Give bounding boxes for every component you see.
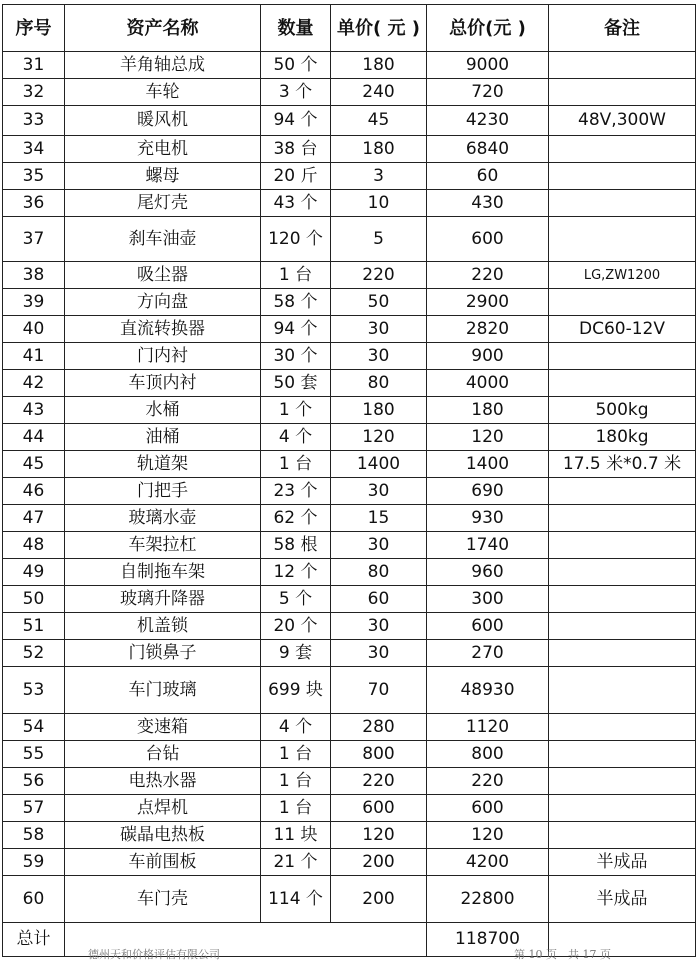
- cell-no: 31: [3, 52, 65, 79]
- cell-total: 6840: [427, 136, 549, 163]
- cell-qty: 1 台: [261, 451, 331, 478]
- cell-no: 58: [3, 822, 65, 849]
- cell-name: 车架拉杠: [65, 532, 261, 559]
- cell-total: 1740: [427, 532, 549, 559]
- cell-note: 500kg: [549, 397, 696, 424]
- cell-qty: 114 个: [261, 876, 331, 923]
- table-row: [3, 822, 696, 849]
- cell-total: 2900: [427, 289, 549, 316]
- cell-price: 280: [331, 714, 427, 741]
- cell-note: [549, 190, 696, 217]
- cell-qty: 50 套: [261, 370, 331, 397]
- cell-total: 4230: [427, 106, 549, 136]
- cell-no: 51: [3, 613, 65, 640]
- cell-qty: 9 套: [261, 640, 331, 667]
- cell-no: 56: [3, 768, 65, 795]
- cell-total: 270: [427, 640, 549, 667]
- cell-total: 2820: [427, 316, 549, 343]
- cell-note: 半成品: [549, 876, 696, 923]
- table-row: [3, 217, 696, 262]
- cell-no: 34: [3, 136, 65, 163]
- cell-note: [549, 478, 696, 505]
- table-row: [3, 370, 696, 397]
- cell-note: [549, 370, 696, 397]
- cell-no: 36: [3, 190, 65, 217]
- cell-no: 54: [3, 714, 65, 741]
- cell-price: 200: [331, 849, 427, 876]
- cell-price: 1400: [331, 451, 427, 478]
- cell-note: [549, 136, 696, 163]
- table-row: [3, 667, 696, 714]
- table-row: [3, 52, 696, 79]
- cell-total: 600: [427, 795, 549, 822]
- cell-name: 电热水器: [65, 768, 261, 795]
- cell-total: 48930: [427, 667, 549, 714]
- cell-qty: 38 台: [261, 136, 331, 163]
- cell-no: 52: [3, 640, 65, 667]
- cell-name: 吸尘器: [65, 262, 261, 289]
- total-value: 118700: [427, 923, 549, 957]
- cell-name: 暖风机: [65, 106, 261, 136]
- cell-no: 33: [3, 106, 65, 136]
- cell-price: 200: [331, 876, 427, 923]
- cell-note: [549, 289, 696, 316]
- table-row: [3, 849, 696, 876]
- cell-price: 120: [331, 424, 427, 451]
- cell-note: [549, 640, 696, 667]
- cell-total: 180: [427, 397, 549, 424]
- cell-no: 47: [3, 505, 65, 532]
- table-row: [3, 586, 696, 613]
- cell-qty: 43 个: [261, 190, 331, 217]
- cell-total: 600: [427, 217, 549, 262]
- cell-qty: 5 个: [261, 586, 331, 613]
- cell-total: 60: [427, 163, 549, 190]
- cell-no: 48: [3, 532, 65, 559]
- cell-name: 车前围板: [65, 849, 261, 876]
- cell-price: 30: [331, 478, 427, 505]
- cell-note: [549, 768, 696, 795]
- cell-name: 油桶: [65, 424, 261, 451]
- cell-total: 430: [427, 190, 549, 217]
- cell-no: 59: [3, 849, 65, 876]
- table-row: [3, 136, 696, 163]
- cell-price: 3: [331, 163, 427, 190]
- cell-price: 80: [331, 559, 427, 586]
- cell-no: 40: [3, 316, 65, 343]
- cell-name: 方向盘: [65, 289, 261, 316]
- cell-note: [549, 667, 696, 714]
- cell-price: 240: [331, 79, 427, 106]
- cell-price: 30: [331, 532, 427, 559]
- cell-no: 44: [3, 424, 65, 451]
- cell-name: 车顶内衬: [65, 370, 261, 397]
- asset-table: [2, 4, 696, 957]
- cell-name: 车门玻璃: [65, 667, 261, 714]
- cell-total: 4200: [427, 849, 549, 876]
- cell-qty: 3 个: [261, 79, 331, 106]
- cell-name: 玻璃升降器: [65, 586, 261, 613]
- cell-price: 30: [331, 640, 427, 667]
- cell-note: [549, 795, 696, 822]
- cell-price: 120: [331, 822, 427, 849]
- cell-no: 38: [3, 262, 65, 289]
- cell-qty: 699 块: [261, 667, 331, 714]
- cell-qty: 1 台: [261, 262, 331, 289]
- cell-qty: 30 个: [261, 343, 331, 370]
- cell-qty: 1 台: [261, 768, 331, 795]
- table-row: [3, 478, 696, 505]
- cell-note: [549, 559, 696, 586]
- cell-name: 螺母: [65, 163, 261, 190]
- cell-note: [549, 822, 696, 849]
- header-price: 单价( 元 ): [331, 5, 427, 52]
- cell-qty: 4 个: [261, 424, 331, 451]
- total-label: 总计: [3, 923, 65, 957]
- cell-total: 120: [427, 822, 549, 849]
- cell-note: 48V,300W: [549, 106, 696, 136]
- cell-no: 55: [3, 741, 65, 768]
- table-row: [3, 714, 696, 741]
- cell-name: 点焊机: [65, 795, 261, 822]
- cell-price: 15: [331, 505, 427, 532]
- cell-total: 220: [427, 768, 549, 795]
- table-row: [3, 613, 696, 640]
- footer-company: 德州天和价格评估有限公司: [88, 948, 220, 961]
- cell-no: 35: [3, 163, 65, 190]
- cell-qty: 11 块: [261, 822, 331, 849]
- cell-total: 220: [427, 262, 549, 289]
- table-row: [3, 505, 696, 532]
- cell-note: LG,ZW1200: [549, 262, 696, 289]
- cell-total: 800: [427, 741, 549, 768]
- cell-note: 半成品: [549, 849, 696, 876]
- cell-no: 41: [3, 343, 65, 370]
- table-row: [3, 397, 696, 424]
- cell-name: 尾灯壳: [65, 190, 261, 217]
- cell-total: 600: [427, 613, 549, 640]
- cell-note: [549, 714, 696, 741]
- cell-note: DC60-12V: [549, 316, 696, 343]
- cell-name: 水桶: [65, 397, 261, 424]
- cell-qty: 94 个: [261, 106, 331, 136]
- cell-no: 37: [3, 217, 65, 262]
- cell-price: 70: [331, 667, 427, 714]
- cell-name: 车门壳: [65, 876, 261, 923]
- cell-price: 220: [331, 768, 427, 795]
- cell-total: 22800: [427, 876, 549, 923]
- cell-qty: 50 个: [261, 52, 331, 79]
- cell-qty: 58 个: [261, 289, 331, 316]
- cell-note: [549, 741, 696, 768]
- cell-name: 车轮: [65, 79, 261, 106]
- header-qty: 数量: [261, 5, 331, 52]
- table-row: [3, 106, 696, 136]
- header-no: 序号: [3, 5, 65, 52]
- table-row: [3, 262, 696, 289]
- cell-total: 1120: [427, 714, 549, 741]
- table-row: [3, 79, 696, 106]
- cell-total: 300: [427, 586, 549, 613]
- table-row: [3, 190, 696, 217]
- cell-total: 900: [427, 343, 549, 370]
- cell-name: 玻璃水壶: [65, 505, 261, 532]
- header-total: 总价(元 ): [427, 5, 549, 52]
- cell-qty: 120 个: [261, 217, 331, 262]
- cell-name: 直流转换器: [65, 316, 261, 343]
- cell-no: 45: [3, 451, 65, 478]
- cell-note: [549, 586, 696, 613]
- cell-no: 32: [3, 79, 65, 106]
- cell-price: 800: [331, 741, 427, 768]
- cell-price: 30: [331, 316, 427, 343]
- header-name: 资产名称: [65, 5, 261, 52]
- cell-name: 门锁鼻子: [65, 640, 261, 667]
- cell-total: 690: [427, 478, 549, 505]
- cell-name: 门把手: [65, 478, 261, 505]
- cell-total: 720: [427, 79, 549, 106]
- cell-name: 充电机: [65, 136, 261, 163]
- cell-price: 5: [331, 217, 427, 262]
- cell-price: 80: [331, 370, 427, 397]
- cell-total: 960: [427, 559, 549, 586]
- cell-name: 轨道架: [65, 451, 261, 478]
- header-note: 备注: [549, 5, 696, 52]
- cell-qty: 1 台: [261, 741, 331, 768]
- cell-price: 180: [331, 136, 427, 163]
- cell-qty: 12 个: [261, 559, 331, 586]
- cell-note: [549, 79, 696, 106]
- table-row: [3, 424, 696, 451]
- cell-qty: 1 台: [261, 795, 331, 822]
- cell-price: 30: [331, 343, 427, 370]
- cell-name: 门内衬: [65, 343, 261, 370]
- table-row: [3, 640, 696, 667]
- cell-total: 1400: [427, 451, 549, 478]
- cell-price: 50: [331, 289, 427, 316]
- cell-qty: 4 个: [261, 714, 331, 741]
- cell-price: 30: [331, 613, 427, 640]
- table-row: [3, 876, 696, 923]
- cell-price: 180: [331, 52, 427, 79]
- cell-note: [549, 343, 696, 370]
- cell-qty: 23 个: [261, 478, 331, 505]
- table-row: [3, 289, 696, 316]
- cell-price: 10: [331, 190, 427, 217]
- cell-no: 43: [3, 397, 65, 424]
- cell-qty: 20 斤: [261, 163, 331, 190]
- table-row: [3, 163, 696, 190]
- cell-name: 刹车油壶: [65, 217, 261, 262]
- table-row: [3, 451, 696, 478]
- cell-name: 羊角轴总成: [65, 52, 261, 79]
- table-row: [3, 741, 696, 768]
- cell-no: 53: [3, 667, 65, 714]
- cell-total: 120: [427, 424, 549, 451]
- cell-note: [549, 163, 696, 190]
- cell-qty: 94 个: [261, 316, 331, 343]
- table-row: [3, 316, 696, 343]
- cell-no: 46: [3, 478, 65, 505]
- cell-qty: 21 个: [261, 849, 331, 876]
- table-row: [3, 795, 696, 822]
- cell-qty: 20 个: [261, 613, 331, 640]
- cell-total: 9000: [427, 52, 549, 79]
- cell-no: 57: [3, 795, 65, 822]
- table-row: [3, 768, 696, 795]
- cell-no: 60: [3, 876, 65, 923]
- cell-price: 600: [331, 795, 427, 822]
- cell-name: 变速箱: [65, 714, 261, 741]
- cell-note: [549, 532, 696, 559]
- cell-price: 45: [331, 106, 427, 136]
- cell-price: 180: [331, 397, 427, 424]
- cell-total: 930: [427, 505, 549, 532]
- header-row: [3, 5, 696, 52]
- cell-no: 39: [3, 289, 65, 316]
- cell-note: 17.5 米*0.7 米: [549, 451, 696, 478]
- cell-no: 49: [3, 559, 65, 586]
- table-row: [3, 343, 696, 370]
- cell-note: [549, 52, 696, 79]
- cell-total: 4000: [427, 370, 549, 397]
- cell-note: [549, 505, 696, 532]
- cell-note: 180kg: [549, 424, 696, 451]
- cell-qty: 1 个: [261, 397, 331, 424]
- cell-price: 60: [331, 586, 427, 613]
- cell-qty: 62 个: [261, 505, 331, 532]
- cell-note: [549, 613, 696, 640]
- cell-name: 自制拖车架: [65, 559, 261, 586]
- cell-no: 50: [3, 586, 65, 613]
- cell-price: 220: [331, 262, 427, 289]
- cell-name: 机盖锁: [65, 613, 261, 640]
- cell-name: 碳晶电热板: [65, 822, 261, 849]
- table-row: [3, 559, 696, 586]
- cell-name: 台钻: [65, 741, 261, 768]
- footer-page-number: 第 10 页 共 17 页: [514, 948, 611, 961]
- cell-no: 42: [3, 370, 65, 397]
- table-row: [3, 532, 696, 559]
- cell-qty: 58 根: [261, 532, 331, 559]
- cell-note: [549, 217, 696, 262]
